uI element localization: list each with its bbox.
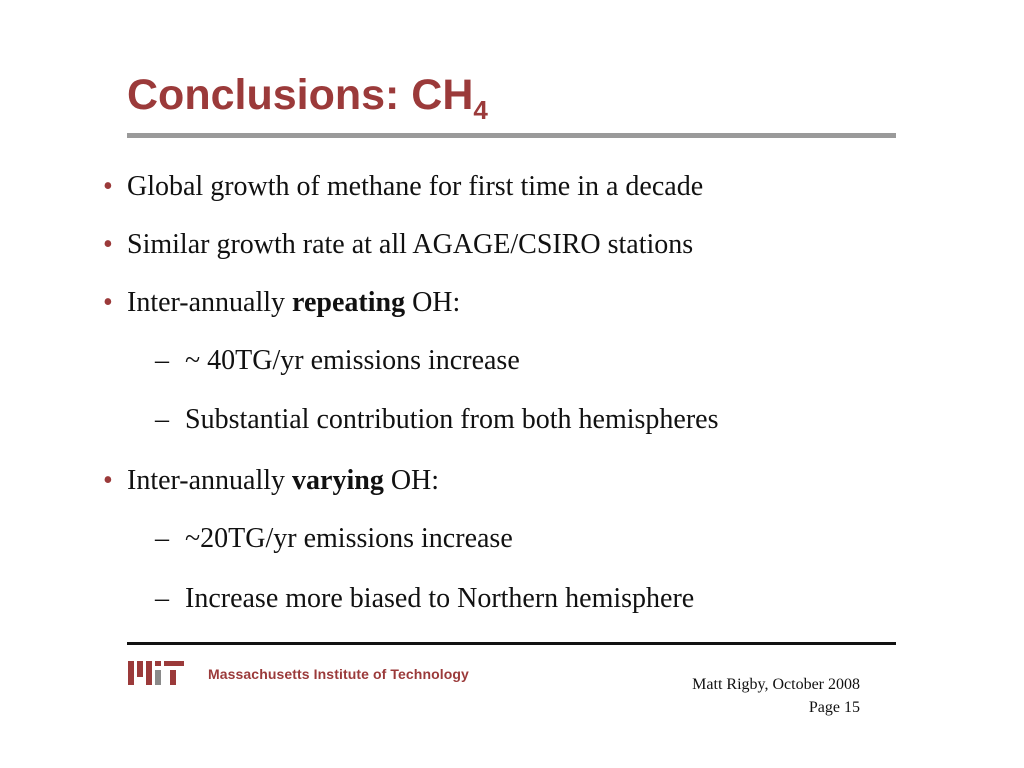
institution-logo <box>128 661 508 689</box>
sub-bullet-item <box>155 347 520 375</box>
bullet-text: Global growth of methane for first time in a decade <box>127 171 704 202</box>
page-number: Page 15 <box>808 699 860 716</box>
bullet-text-suffix: OH: <box>405 287 461 318</box>
bullet-marker: • <box>103 229 113 260</box>
mit-logo-icon <box>128 661 188 685</box>
bullet-marker: • <box>103 465 113 496</box>
bullet-item <box>103 289 460 317</box>
institution-name: Massachusetts Institute of Technology <box>208 666 469 682</box>
sub-bullet-item <box>155 406 718 434</box>
footer-info <box>692 673 860 719</box>
bullet-item <box>103 173 703 201</box>
author-date: Matt Rigby, October 2008 <box>692 676 860 693</box>
bullet-text-prefix: Inter-annually <box>127 287 293 318</box>
sub-bullet-item <box>155 585 694 613</box>
bullet-text-suffix: OH: <box>383 465 440 496</box>
sub-bullet-marker: – <box>155 523 169 554</box>
slide-title-text: Conclusions: CH <box>127 71 474 119</box>
slide-title-subscript: 4 <box>473 95 488 125</box>
sub-bullet-marker: – <box>155 583 169 614</box>
sub-bullet-marker: – <box>155 345 169 376</box>
sub-bullet-text: ~ 40TG/yr emissions increase <box>185 345 520 376</box>
bullet-item <box>103 467 439 495</box>
bullet-marker: • <box>103 171 113 202</box>
sub-bullet-text: Increase more biased to Northern hemisphere <box>185 583 695 614</box>
bullet-text: Similar growth rate at all AGAGE/CSIRO stations <box>127 229 694 260</box>
bullet-text-prefix: Inter-annually <box>127 465 293 496</box>
bullet-text-emphasis: varying <box>292 465 384 496</box>
sub-bullet-item <box>155 525 513 553</box>
footer-divider <box>127 642 896 645</box>
sub-bullet-text: ~20TG/yr emissions increase <box>185 523 513 554</box>
bullet-item <box>103 231 693 259</box>
bullet-marker: • <box>103 287 113 318</box>
sub-bullet-marker: – <box>155 404 169 435</box>
bullet-text-emphasis: repeating <box>292 287 406 318</box>
sub-bullet-text: Substantial contribution from both hemispheres <box>185 404 719 435</box>
